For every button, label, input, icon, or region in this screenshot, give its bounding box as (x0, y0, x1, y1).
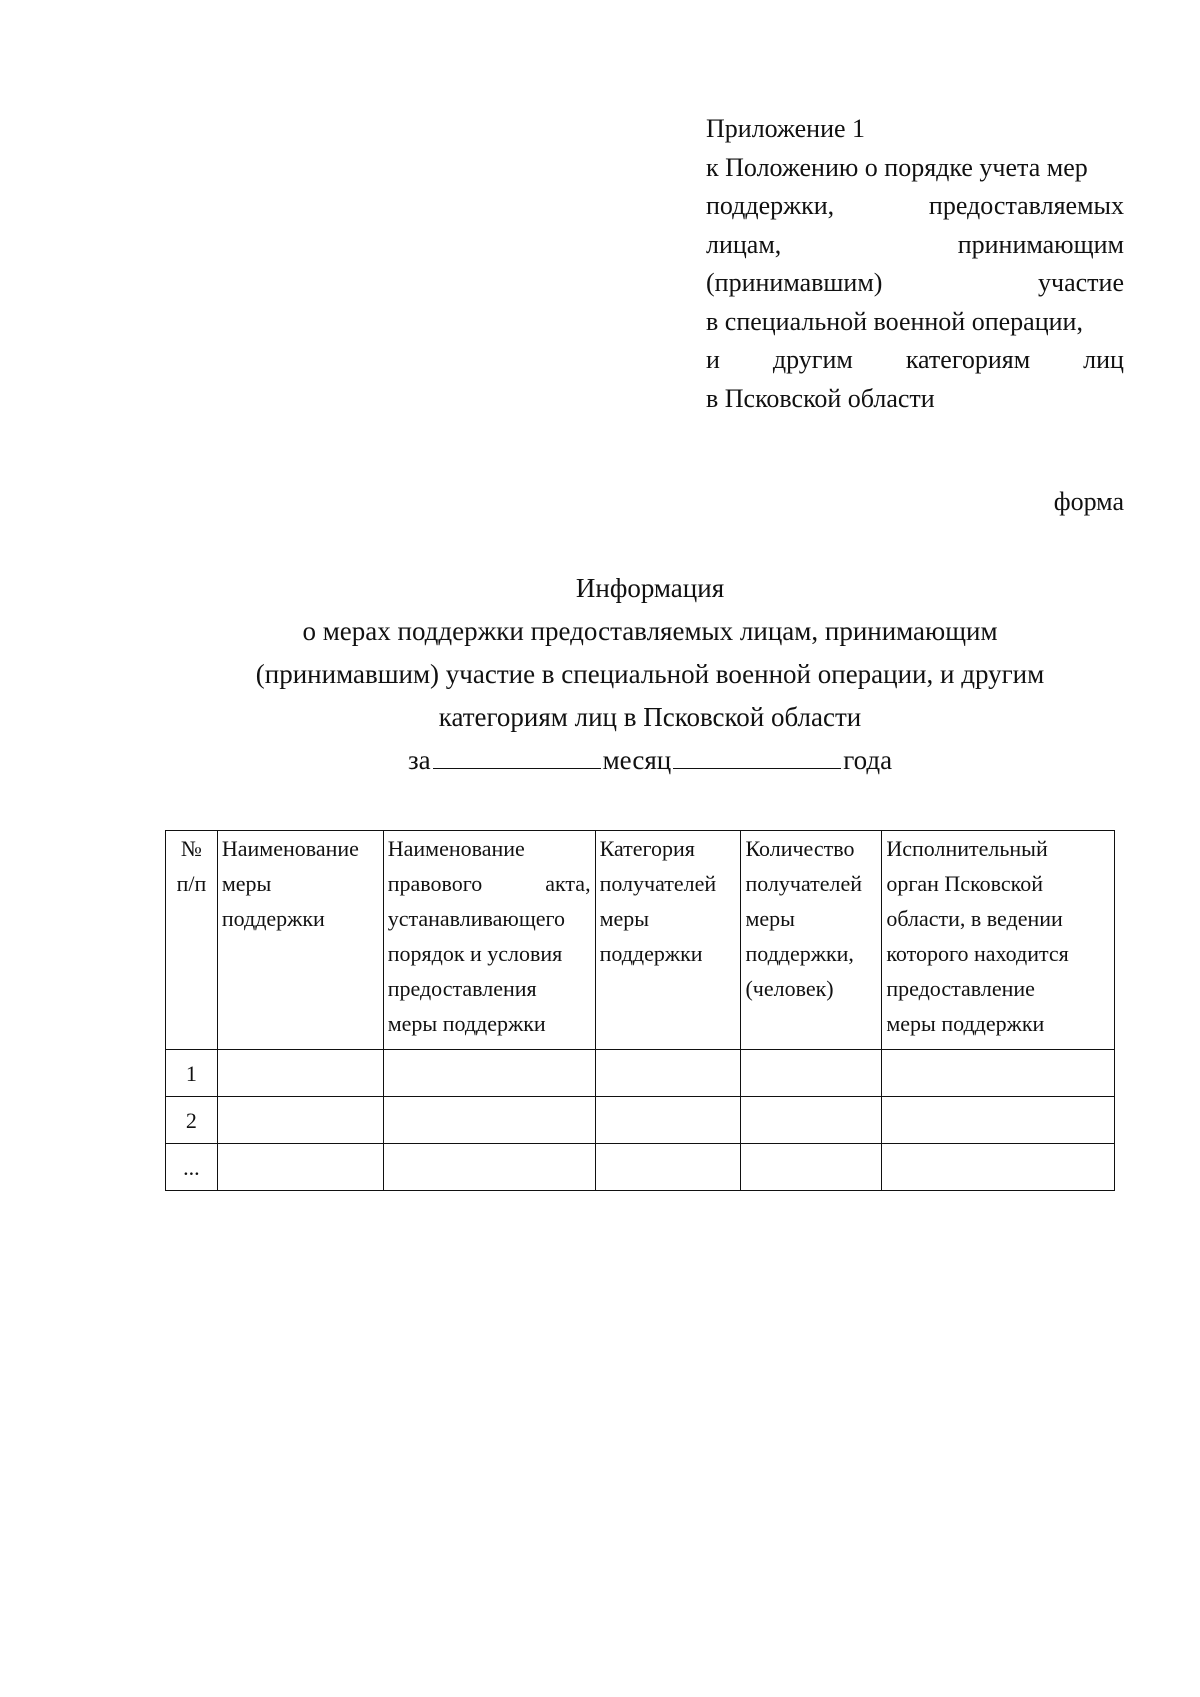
heading-line: (принимавшим) участие в специальной военной операции, и другим (255, 659, 1045, 689)
form-label: форма (1053, 487, 1124, 516)
header-text: меры (221, 871, 272, 896)
cell-measure-name[interactable] (217, 1050, 383, 1097)
appendix-word: (принимавшим) (706, 268, 883, 297)
header-text: Исполнительный (886, 836, 1048, 861)
row-number: 2 (166, 1097, 218, 1144)
header-text: которого находится (886, 941, 1069, 966)
table-row (166, 1144, 1115, 1191)
header-word: акта, (545, 871, 591, 896)
header-text: поддержки (599, 941, 703, 966)
header-text: Категория (599, 836, 695, 861)
cell-legal-act[interactable] (383, 1144, 595, 1191)
header-recipient-category (595, 831, 741, 1050)
period-year-label: года (843, 745, 893, 775)
cell-measure-name[interactable] (217, 1144, 383, 1191)
table-row (166, 1050, 1115, 1097)
table-row (166, 1097, 1115, 1144)
appendix-word: другим (772, 345, 853, 374)
header-recipient-count (741, 831, 882, 1050)
header-text: поддержки, (745, 941, 854, 966)
appendix-word: поддержки, (706, 191, 835, 220)
row-number: 1 (166, 1050, 218, 1097)
heading-line: категориям лиц в Псковской области (438, 702, 862, 732)
cell-executive-body[interactable] (882, 1050, 1115, 1097)
cell-measure-name[interactable] (217, 1097, 383, 1144)
cell-recipient-category[interactable] (595, 1050, 741, 1097)
header-word: правового (387, 871, 483, 896)
header-text: меры поддержки (387, 1011, 546, 1036)
period-month-label: месяц (602, 745, 672, 775)
appendix-word: лицам, (706, 229, 782, 259)
appendix-word: категориям (905, 345, 1031, 374)
appendix-word: лиц (1083, 345, 1124, 374)
appendix-word: принимающим (957, 229, 1124, 259)
header-text: Наименование (221, 836, 359, 861)
header-measure-name (217, 831, 383, 1050)
header-legal-act (383, 831, 595, 1050)
row-number: ... (166, 1144, 218, 1191)
header-number (166, 831, 218, 1050)
header-text: порядок и условия (387, 941, 563, 966)
heading-line: Информация (575, 573, 725, 603)
appendix-line (706, 187, 1124, 226)
appendix-block (706, 110, 1124, 418)
cell-executive-body[interactable] (882, 1097, 1115, 1144)
appendix-word: и (706, 345, 720, 374)
appendix-word: участие (1038, 268, 1124, 297)
cell-legal-act[interactable] (383, 1097, 595, 1144)
appendix-word: предоставляемых (928, 191, 1124, 220)
cell-recipient-category[interactable] (595, 1144, 741, 1191)
support-measures-table (165, 830, 1115, 1191)
cell-recipient-count[interactable] (741, 1144, 882, 1191)
header-text: предоставление (886, 976, 1035, 1001)
header-text: (человек) (745, 976, 834, 1001)
appendix-line (706, 226, 1124, 265)
year-blank-field[interactable] (673, 744, 841, 769)
header-text: № (180, 836, 202, 861)
appendix-line: в специальной военной операции, (706, 306, 1083, 336)
header-text: орган Псковской (886, 871, 1044, 896)
header-executive-body (882, 831, 1115, 1050)
header-text: п/п (176, 871, 207, 896)
appendix-line (706, 341, 1124, 380)
cell-recipient-count[interactable] (741, 1097, 882, 1144)
cell-legal-act[interactable] (383, 1050, 595, 1097)
header-text: устанавливающего (387, 906, 566, 931)
header-text: области, в ведении (886, 906, 1063, 931)
heading-line: о мерах поддержки предоставляемых лицам, принимающим (302, 616, 998, 646)
header-text: Количество (745, 836, 855, 861)
header-text: Наименование (387, 836, 525, 861)
period-prefix: за (407, 745, 431, 775)
header-text: поддержки (221, 906, 325, 931)
header-text: получателей (599, 871, 717, 896)
header-text: меры (745, 906, 795, 931)
cell-executive-body[interactable] (882, 1144, 1115, 1191)
appendix-title: Приложение 1 (706, 114, 866, 143)
appendix-line (706, 264, 1124, 303)
cell-recipient-count[interactable] (741, 1050, 882, 1097)
month-blank-field[interactable] (433, 744, 601, 769)
table-header-row (166, 831, 1115, 1050)
header-text: предоставления (387, 976, 537, 1001)
period-line (100, 739, 1200, 782)
header-text: меры (599, 906, 650, 931)
appendix-line: в Псковской области (706, 383, 935, 413)
document-heading (100, 567, 1200, 782)
header-text: получателей (745, 871, 863, 896)
header-text: меры поддержки (886, 1011, 1045, 1036)
appendix-line: к Положению о порядке учета мер (706, 152, 1088, 182)
cell-recipient-category[interactable] (595, 1097, 741, 1144)
header-text (388, 866, 591, 901)
